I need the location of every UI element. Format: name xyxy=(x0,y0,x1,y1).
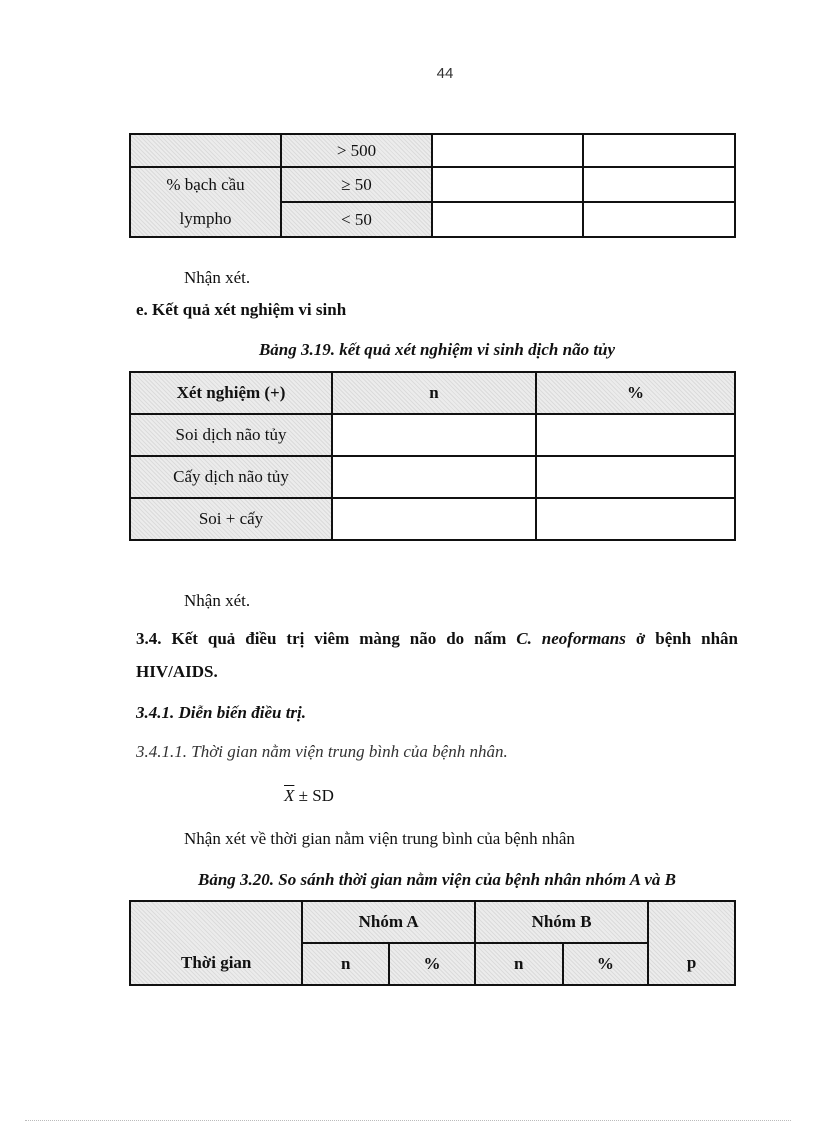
table-cell xyxy=(332,414,536,456)
row-label: Soi dịch não tủy xyxy=(130,414,332,456)
section-heading xyxy=(136,629,738,649)
table-cell xyxy=(332,498,536,540)
table-caption: Bảng 3.19. kết quả xét nghiệm vi sinh dịch não tủy xyxy=(258,340,616,359)
table-3-20 xyxy=(129,900,736,986)
group-header: Nhóm B xyxy=(475,901,648,943)
row-header: Thời gian xyxy=(130,901,302,985)
range-cell: > 500 xyxy=(281,134,432,167)
column-header: % xyxy=(536,372,735,414)
table-cell xyxy=(536,414,735,456)
table-cell xyxy=(536,456,735,498)
formula-text: ± SD xyxy=(294,786,334,805)
table-cell xyxy=(432,167,583,202)
range-cell: ≥ 50 xyxy=(281,167,432,202)
column-header: n xyxy=(475,943,563,985)
group-header: Nhóm A xyxy=(302,901,474,943)
table-cell xyxy=(583,202,735,237)
table-3-19 xyxy=(129,371,736,541)
table-cell xyxy=(536,498,735,540)
section-heading-cont: HIV/AIDS. xyxy=(136,662,218,681)
row-label-line: % bạch cầu xyxy=(166,175,245,194)
table-cell xyxy=(432,134,583,167)
column-header: Xét nghiệm (+) xyxy=(130,372,332,414)
species-name: C. neoformans xyxy=(516,629,626,648)
column-header: % xyxy=(389,943,475,985)
table-cell xyxy=(130,134,281,167)
note-text: Nhận xét. xyxy=(184,268,251,287)
page-divider xyxy=(25,1120,791,1121)
p-header: p xyxy=(648,901,735,985)
mean-symbol: $\overline{X}$ xyxy=(284,786,295,805)
column-header: n xyxy=(332,372,536,414)
page-number: 44 xyxy=(436,65,454,82)
table-caption: Bảng 3.20. So sánh thời gian nằm viện của bệnh nhân nhóm A và B xyxy=(197,870,677,889)
note-text: Nhận xét về thời gian nằm viện trung bình của bệnh nhân xyxy=(184,829,575,848)
range-cell: < 50 xyxy=(281,202,432,237)
row-label: Cấy dịch não tủy xyxy=(130,456,332,498)
row-label xyxy=(130,167,281,237)
column-header: n xyxy=(302,943,389,985)
table-cell xyxy=(432,202,583,237)
heading-text: 3.4. Kết quả điều trị viêm màng não do nấm xyxy=(136,629,517,648)
row-label: Soi + cấy xyxy=(130,498,332,540)
subsection-heading: 3.4.1. Diễn biến điều trị. xyxy=(136,703,307,722)
formula xyxy=(284,786,334,806)
column-header: % xyxy=(563,943,649,985)
table-cell xyxy=(332,456,536,498)
table-cell xyxy=(583,134,735,167)
heading-text: ở bệnh nhân xyxy=(625,629,738,648)
table-cell xyxy=(583,167,735,202)
note-text: Nhận xét. xyxy=(184,591,251,610)
section-heading: e. Kết quả xét nghiệm vi sinh xyxy=(136,300,347,319)
subsubsection-heading: 3.4.1.1. Thời gian nằm viện trung bình của bệnh nhân. xyxy=(136,742,508,761)
table-lymphocyte xyxy=(129,133,736,238)
row-label-line: lympho xyxy=(179,209,232,228)
